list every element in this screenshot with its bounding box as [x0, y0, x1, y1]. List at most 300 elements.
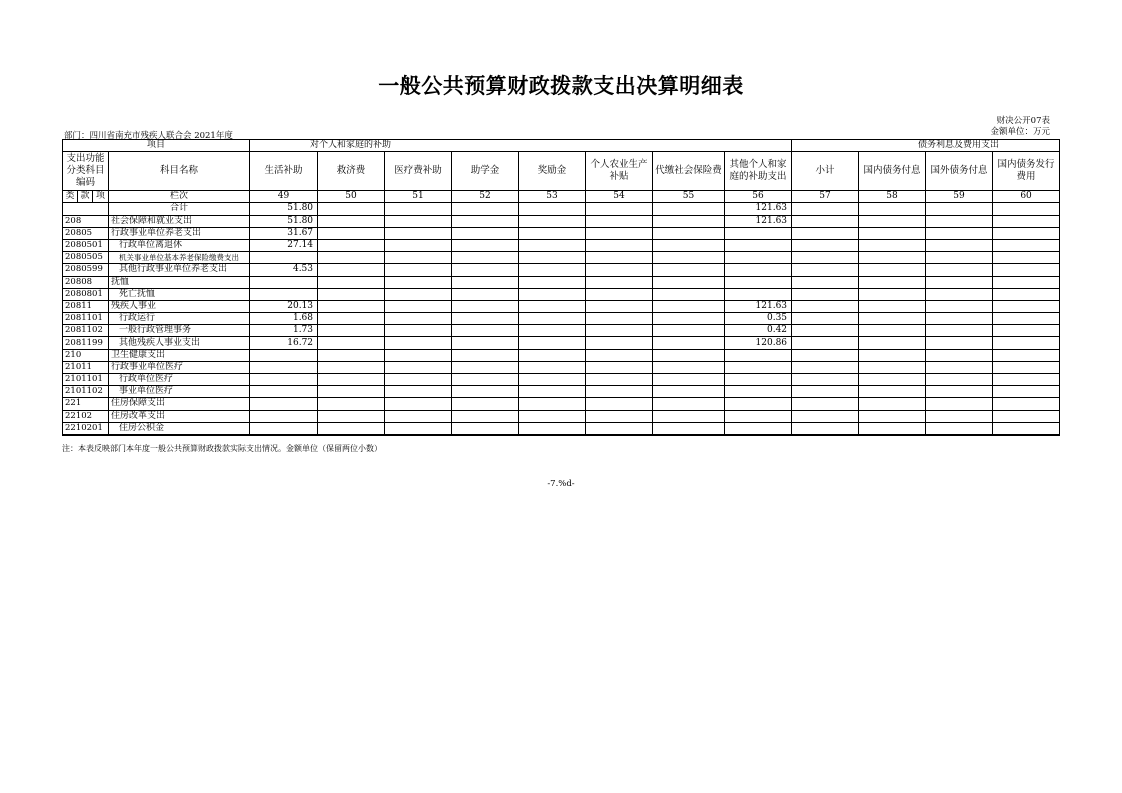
- cell-value: [859, 374, 926, 386]
- column-number: 50: [318, 191, 385, 203]
- cell-value: [653, 264, 725, 276]
- row-code: 20811: [63, 300, 109, 312]
- cell-value: [318, 422, 385, 435]
- cell-value: [859, 215, 926, 227]
- cell-value: [792, 300, 859, 312]
- cell-value: [792, 252, 859, 264]
- cell-value: [318, 313, 385, 325]
- cell-value: 121.63: [725, 203, 792, 215]
- cell-value: [586, 203, 653, 215]
- cell-value: [250, 422, 318, 435]
- cell-value: [385, 300, 452, 312]
- cell-value: [653, 215, 725, 227]
- cell-value: [859, 337, 926, 349]
- cell-value: [993, 264, 1060, 276]
- row-name: 合计: [109, 203, 250, 215]
- cell-value: [452, 410, 519, 422]
- cell-value: [926, 410, 993, 422]
- cell-value: [452, 313, 519, 325]
- column-number: 59: [926, 191, 993, 203]
- row-code: 20805: [63, 227, 109, 239]
- row-code: 208: [63, 215, 109, 227]
- cell-value: [792, 288, 859, 300]
- cell-value: [519, 349, 586, 361]
- cell-value: [792, 325, 859, 337]
- cell-value: [993, 313, 1060, 325]
- cell-value: [250, 252, 318, 264]
- cell-value: [993, 398, 1060, 410]
- cell-value: [519, 386, 586, 398]
- cell-value: [653, 349, 725, 361]
- cell-value: [452, 203, 519, 215]
- table-row: [63, 264, 1060, 276]
- page-number: -7.%d-: [547, 479, 575, 489]
- row-name: 卫生健康支出: [109, 349, 250, 361]
- cell-value: [792, 361, 859, 373]
- cell-value: [385, 227, 452, 239]
- cell-value: [519, 252, 586, 264]
- cell-value: [926, 349, 993, 361]
- row-name: 住房改革支出: [109, 410, 250, 422]
- cell-value: [385, 386, 452, 398]
- header-lei: 类: [63, 191, 78, 203]
- cell-value: [519, 300, 586, 312]
- cell-value: [318, 203, 385, 215]
- column-number: 49: [250, 191, 318, 203]
- cell-value: [859, 239, 926, 251]
- cell-value: [586, 215, 653, 227]
- row-code: 210: [63, 349, 109, 361]
- header-lanci: 栏次: [109, 191, 250, 203]
- cell-value: [250, 361, 318, 373]
- row-code: 2081101: [63, 313, 109, 325]
- cell-value: [385, 288, 452, 300]
- header-xiang: 项: [93, 191, 109, 203]
- cell-value: 1.73: [250, 325, 318, 337]
- cell-value: [318, 398, 385, 410]
- cell-value: [385, 252, 452, 264]
- cell-value: [452, 276, 519, 288]
- cell-value: [653, 410, 725, 422]
- table-row: [63, 337, 1060, 349]
- col-header: 国外债务付息: [926, 152, 993, 191]
- cell-value: [385, 374, 452, 386]
- cell-value: [586, 313, 653, 325]
- cell-value: [926, 300, 993, 312]
- cell-value: [586, 386, 653, 398]
- table-row: [63, 227, 1060, 239]
- cell-value: [926, 252, 993, 264]
- header-row-columns: [63, 152, 1060, 191]
- header-group-debt: 债务利息及费用支出: [792, 140, 1060, 152]
- cell-value: [519, 203, 586, 215]
- cell-value: 31.67: [250, 227, 318, 239]
- row-name: 行政运行: [109, 313, 250, 325]
- cell-value: [385, 398, 452, 410]
- col-header: 国内债务付息: [859, 152, 926, 191]
- row-name: 行政单位医疗: [109, 374, 250, 386]
- row-name: 其他行政事业单位养老支出: [109, 264, 250, 276]
- row-name: 残疾人事业: [109, 300, 250, 312]
- header-row-group: [63, 140, 1060, 152]
- cell-value: [653, 374, 725, 386]
- row-name: 行政事业单位医疗: [109, 361, 250, 373]
- cell-value: [926, 288, 993, 300]
- cell-value: [519, 227, 586, 239]
- cell-value: [926, 374, 993, 386]
- col-header: 医疗费补助: [385, 152, 452, 191]
- cell-value: [926, 386, 993, 398]
- cell-value: [385, 325, 452, 337]
- table-row: [63, 422, 1060, 435]
- row-code: 2081102: [63, 325, 109, 337]
- cell-value: [859, 203, 926, 215]
- cell-value: [653, 398, 725, 410]
- cell-value: [993, 300, 1060, 312]
- cell-value: [385, 215, 452, 227]
- form-code: 财决公开07表: [996, 116, 1050, 126]
- cell-value: [725, 349, 792, 361]
- row-code: 2080599: [63, 264, 109, 276]
- cell-value: [586, 276, 653, 288]
- cell-value: [250, 349, 318, 361]
- header-row-lanci: [63, 191, 1060, 203]
- cell-value: [792, 398, 859, 410]
- cell-value: [926, 422, 993, 435]
- cell-value: [653, 325, 725, 337]
- cell-value: [586, 398, 653, 410]
- row-name: 事业单位医疗: [109, 386, 250, 398]
- table-row: [63, 252, 1060, 264]
- cell-value: [926, 337, 993, 349]
- row-code: 2080505: [63, 252, 109, 264]
- cell-value: [586, 337, 653, 349]
- col-header: 代缴社会保险费: [653, 152, 725, 191]
- cell-value: [859, 410, 926, 422]
- cell-value: 121.63: [725, 215, 792, 227]
- column-number: 56: [725, 191, 792, 203]
- cell-value: [993, 215, 1060, 227]
- header-kuan: 款: [78, 191, 93, 203]
- column-number: 52: [452, 191, 519, 203]
- table-row: [63, 239, 1060, 251]
- cell-value: [653, 276, 725, 288]
- cell-value: [993, 288, 1060, 300]
- cell-value: [519, 276, 586, 288]
- cell-value: [452, 398, 519, 410]
- department-label: 部门：四川省南充市残疾人联合会 2021年度: [64, 131, 233, 141]
- header-func-code: 支出功能分类科目编码: [63, 152, 109, 191]
- cell-value: [318, 276, 385, 288]
- cell-value: [385, 361, 452, 373]
- cell-value: [385, 203, 452, 215]
- cell-value: [792, 337, 859, 349]
- cell-value: [653, 239, 725, 251]
- cell-value: [993, 203, 1060, 215]
- cell-value: [792, 239, 859, 251]
- column-number: 60: [993, 191, 1060, 203]
- cell-value: [452, 349, 519, 361]
- cell-value: 16.72: [250, 337, 318, 349]
- cell-value: [519, 410, 586, 422]
- cell-value: [725, 410, 792, 422]
- col-header: 奖励金: [519, 152, 586, 191]
- cell-value: [586, 252, 653, 264]
- table-row: [63, 361, 1060, 373]
- row-code: 2080501: [63, 239, 109, 251]
- col-header: 其他个人和家庭的补助支出: [725, 152, 792, 191]
- cell-value: [725, 386, 792, 398]
- cell-value: [250, 374, 318, 386]
- table-row: [63, 349, 1060, 361]
- cell-value: [725, 398, 792, 410]
- cell-value: [452, 422, 519, 435]
- cell-value: [318, 300, 385, 312]
- cell-value: [926, 239, 993, 251]
- col-header: 生活补助: [250, 152, 318, 191]
- cell-value: [792, 410, 859, 422]
- cell-value: [250, 288, 318, 300]
- cell-value: [452, 264, 519, 276]
- col-header: 小计: [792, 152, 859, 191]
- amount-unit: 金额单位：万元: [990, 127, 1050, 137]
- cell-value: [859, 288, 926, 300]
- row-code: 2210201: [63, 422, 109, 435]
- cell-value: [725, 264, 792, 276]
- cell-value: [859, 227, 926, 239]
- cell-value: [792, 215, 859, 227]
- cell-value: [385, 410, 452, 422]
- cell-value: 27.14: [250, 239, 318, 251]
- cell-value: [859, 422, 926, 435]
- cell-value: [653, 313, 725, 325]
- cell-value: [385, 422, 452, 435]
- cell-value: [993, 374, 1060, 386]
- column-number: 54: [586, 191, 653, 203]
- column-number: 51: [385, 191, 452, 203]
- cell-value: [385, 337, 452, 349]
- row-name: 住房公积金: [109, 422, 250, 435]
- cell-value: [859, 398, 926, 410]
- cell-value: [792, 313, 859, 325]
- cell-value: [586, 239, 653, 251]
- row-name: 抚恤: [109, 276, 250, 288]
- table-row: [63, 300, 1060, 312]
- row-code: 20808: [63, 276, 109, 288]
- row-code: 221: [63, 398, 109, 410]
- cell-value: [519, 264, 586, 276]
- cell-value: [653, 337, 725, 349]
- cell-value: [993, 337, 1060, 349]
- cell-value: [318, 264, 385, 276]
- cell-value: [859, 264, 926, 276]
- cell-value: [926, 203, 993, 215]
- row-name: 住房保障支出: [109, 398, 250, 410]
- cell-value: [519, 215, 586, 227]
- cell-value: [318, 349, 385, 361]
- row-code: 2101101: [63, 374, 109, 386]
- cell-value: [725, 422, 792, 435]
- cell-value: [452, 252, 519, 264]
- cell-value: [993, 361, 1060, 373]
- column-number: 58: [859, 191, 926, 203]
- header-subject-name: 科目名称: [109, 152, 250, 191]
- cell-value: 121.63: [725, 300, 792, 312]
- cell-value: [653, 203, 725, 215]
- table-row: [63, 386, 1060, 398]
- row-code: 22102: [63, 410, 109, 422]
- cell-value: [452, 227, 519, 239]
- cell-value: [926, 361, 993, 373]
- cell-value: [725, 239, 792, 251]
- cell-value: [519, 398, 586, 410]
- table-row: [63, 374, 1060, 386]
- cell-value: 51.80: [250, 203, 318, 215]
- col-header: 国内债务发行费用: [993, 152, 1060, 191]
- cell-value: [792, 386, 859, 398]
- cell-value: [725, 288, 792, 300]
- column-number: 57: [792, 191, 859, 203]
- cell-value: [859, 313, 926, 325]
- table-row: [63, 313, 1060, 325]
- cell-value: [993, 325, 1060, 337]
- table-row: [63, 325, 1060, 337]
- header-xiangmu: 项目: [63, 140, 250, 152]
- cell-value: [452, 386, 519, 398]
- cell-value: [993, 349, 1060, 361]
- cell-value: [519, 288, 586, 300]
- cell-value: [653, 252, 725, 264]
- cell-value: [725, 252, 792, 264]
- cell-value: [586, 410, 653, 422]
- cell-value: [993, 252, 1060, 264]
- cell-value: [452, 337, 519, 349]
- table-row: [63, 276, 1060, 288]
- table-row: [63, 203, 1060, 215]
- cell-value: 120.86: [725, 337, 792, 349]
- cell-value: [586, 422, 653, 435]
- cell-value: [586, 300, 653, 312]
- cell-value: [859, 276, 926, 288]
- cell-value: [318, 325, 385, 337]
- cell-value: [318, 227, 385, 239]
- cell-value: [519, 239, 586, 251]
- cell-value: [586, 361, 653, 373]
- cell-value: [318, 410, 385, 422]
- row-name: 行政单位离退休: [109, 239, 250, 251]
- cell-value: [792, 374, 859, 386]
- cell-value: [586, 264, 653, 276]
- cell-value: [859, 252, 926, 264]
- row-name: 行政事业单位养老支出: [109, 227, 250, 239]
- cell-value: [385, 264, 452, 276]
- cell-value: [318, 374, 385, 386]
- cell-value: [792, 227, 859, 239]
- cell-value: [519, 313, 586, 325]
- cell-value: [318, 386, 385, 398]
- row-name: 一般行政管理事务: [109, 325, 250, 337]
- column-number: 53: [519, 191, 586, 203]
- cell-value: [385, 276, 452, 288]
- cell-value: [792, 422, 859, 435]
- row-code: [63, 203, 109, 215]
- cell-value: 0.35: [725, 313, 792, 325]
- cell-value: [993, 386, 1060, 398]
- cell-value: [250, 386, 318, 398]
- column-number: 55: [653, 191, 725, 203]
- cell-value: [725, 276, 792, 288]
- cell-value: [452, 361, 519, 373]
- row-name: 死亡抚恤: [109, 288, 250, 300]
- cell-value: [318, 215, 385, 227]
- cell-value: [250, 398, 318, 410]
- cell-value: [792, 203, 859, 215]
- cell-value: [385, 239, 452, 251]
- cell-value: [452, 288, 519, 300]
- cell-value: [250, 410, 318, 422]
- cell-value: 4.53: [250, 264, 318, 276]
- cell-value: [250, 276, 318, 288]
- cell-value: [859, 325, 926, 337]
- cell-value: [519, 325, 586, 337]
- cell-value: [452, 239, 519, 251]
- cell-value: [653, 386, 725, 398]
- row-code: 2101102: [63, 386, 109, 398]
- cell-value: [926, 264, 993, 276]
- cell-value: [725, 361, 792, 373]
- row-name: 机关事业单位基本养老保险缴费支出: [109, 252, 250, 264]
- cell-value: [586, 349, 653, 361]
- col-header: 救济费: [318, 152, 385, 191]
- cell-value: 0.42: [725, 325, 792, 337]
- cell-value: [859, 386, 926, 398]
- cell-value: [385, 313, 452, 325]
- cell-value: [926, 313, 993, 325]
- header-group-personal: 对个人和家庭的补助: [250, 140, 792, 152]
- cell-value: [926, 398, 993, 410]
- footnote: 注：本表反映部门本年度一般公共预算财政拨款实际支出情况。金额单位（保留两位小数）: [62, 444, 382, 453]
- cell-value: [725, 374, 792, 386]
- cell-value: [993, 227, 1060, 239]
- expenditure-table: [62, 139, 1060, 436]
- cell-value: [926, 325, 993, 337]
- cell-value: [859, 349, 926, 361]
- table-row: [63, 410, 1060, 422]
- cell-value: [926, 215, 993, 227]
- cell-value: 51.80: [250, 215, 318, 227]
- table-row: [63, 215, 1060, 227]
- cell-value: [586, 325, 653, 337]
- table-row: [63, 398, 1060, 410]
- cell-value: [519, 422, 586, 435]
- row-code: 21011: [63, 361, 109, 373]
- cell-value: [452, 325, 519, 337]
- cell-value: [452, 300, 519, 312]
- col-header: 助学金: [452, 152, 519, 191]
- cell-value: [318, 239, 385, 251]
- cell-value: [452, 215, 519, 227]
- cell-value: [586, 288, 653, 300]
- cell-value: [993, 239, 1060, 251]
- cell-value: [318, 337, 385, 349]
- row-code: 2080801: [63, 288, 109, 300]
- cell-value: [318, 252, 385, 264]
- cell-value: [519, 337, 586, 349]
- row-name: 其他残疾人事业支出: [109, 337, 250, 349]
- cell-value: [792, 264, 859, 276]
- page-title: 一般公共预算财政拨款支出决算明细表: [378, 73, 744, 98]
- cell-value: [993, 410, 1060, 422]
